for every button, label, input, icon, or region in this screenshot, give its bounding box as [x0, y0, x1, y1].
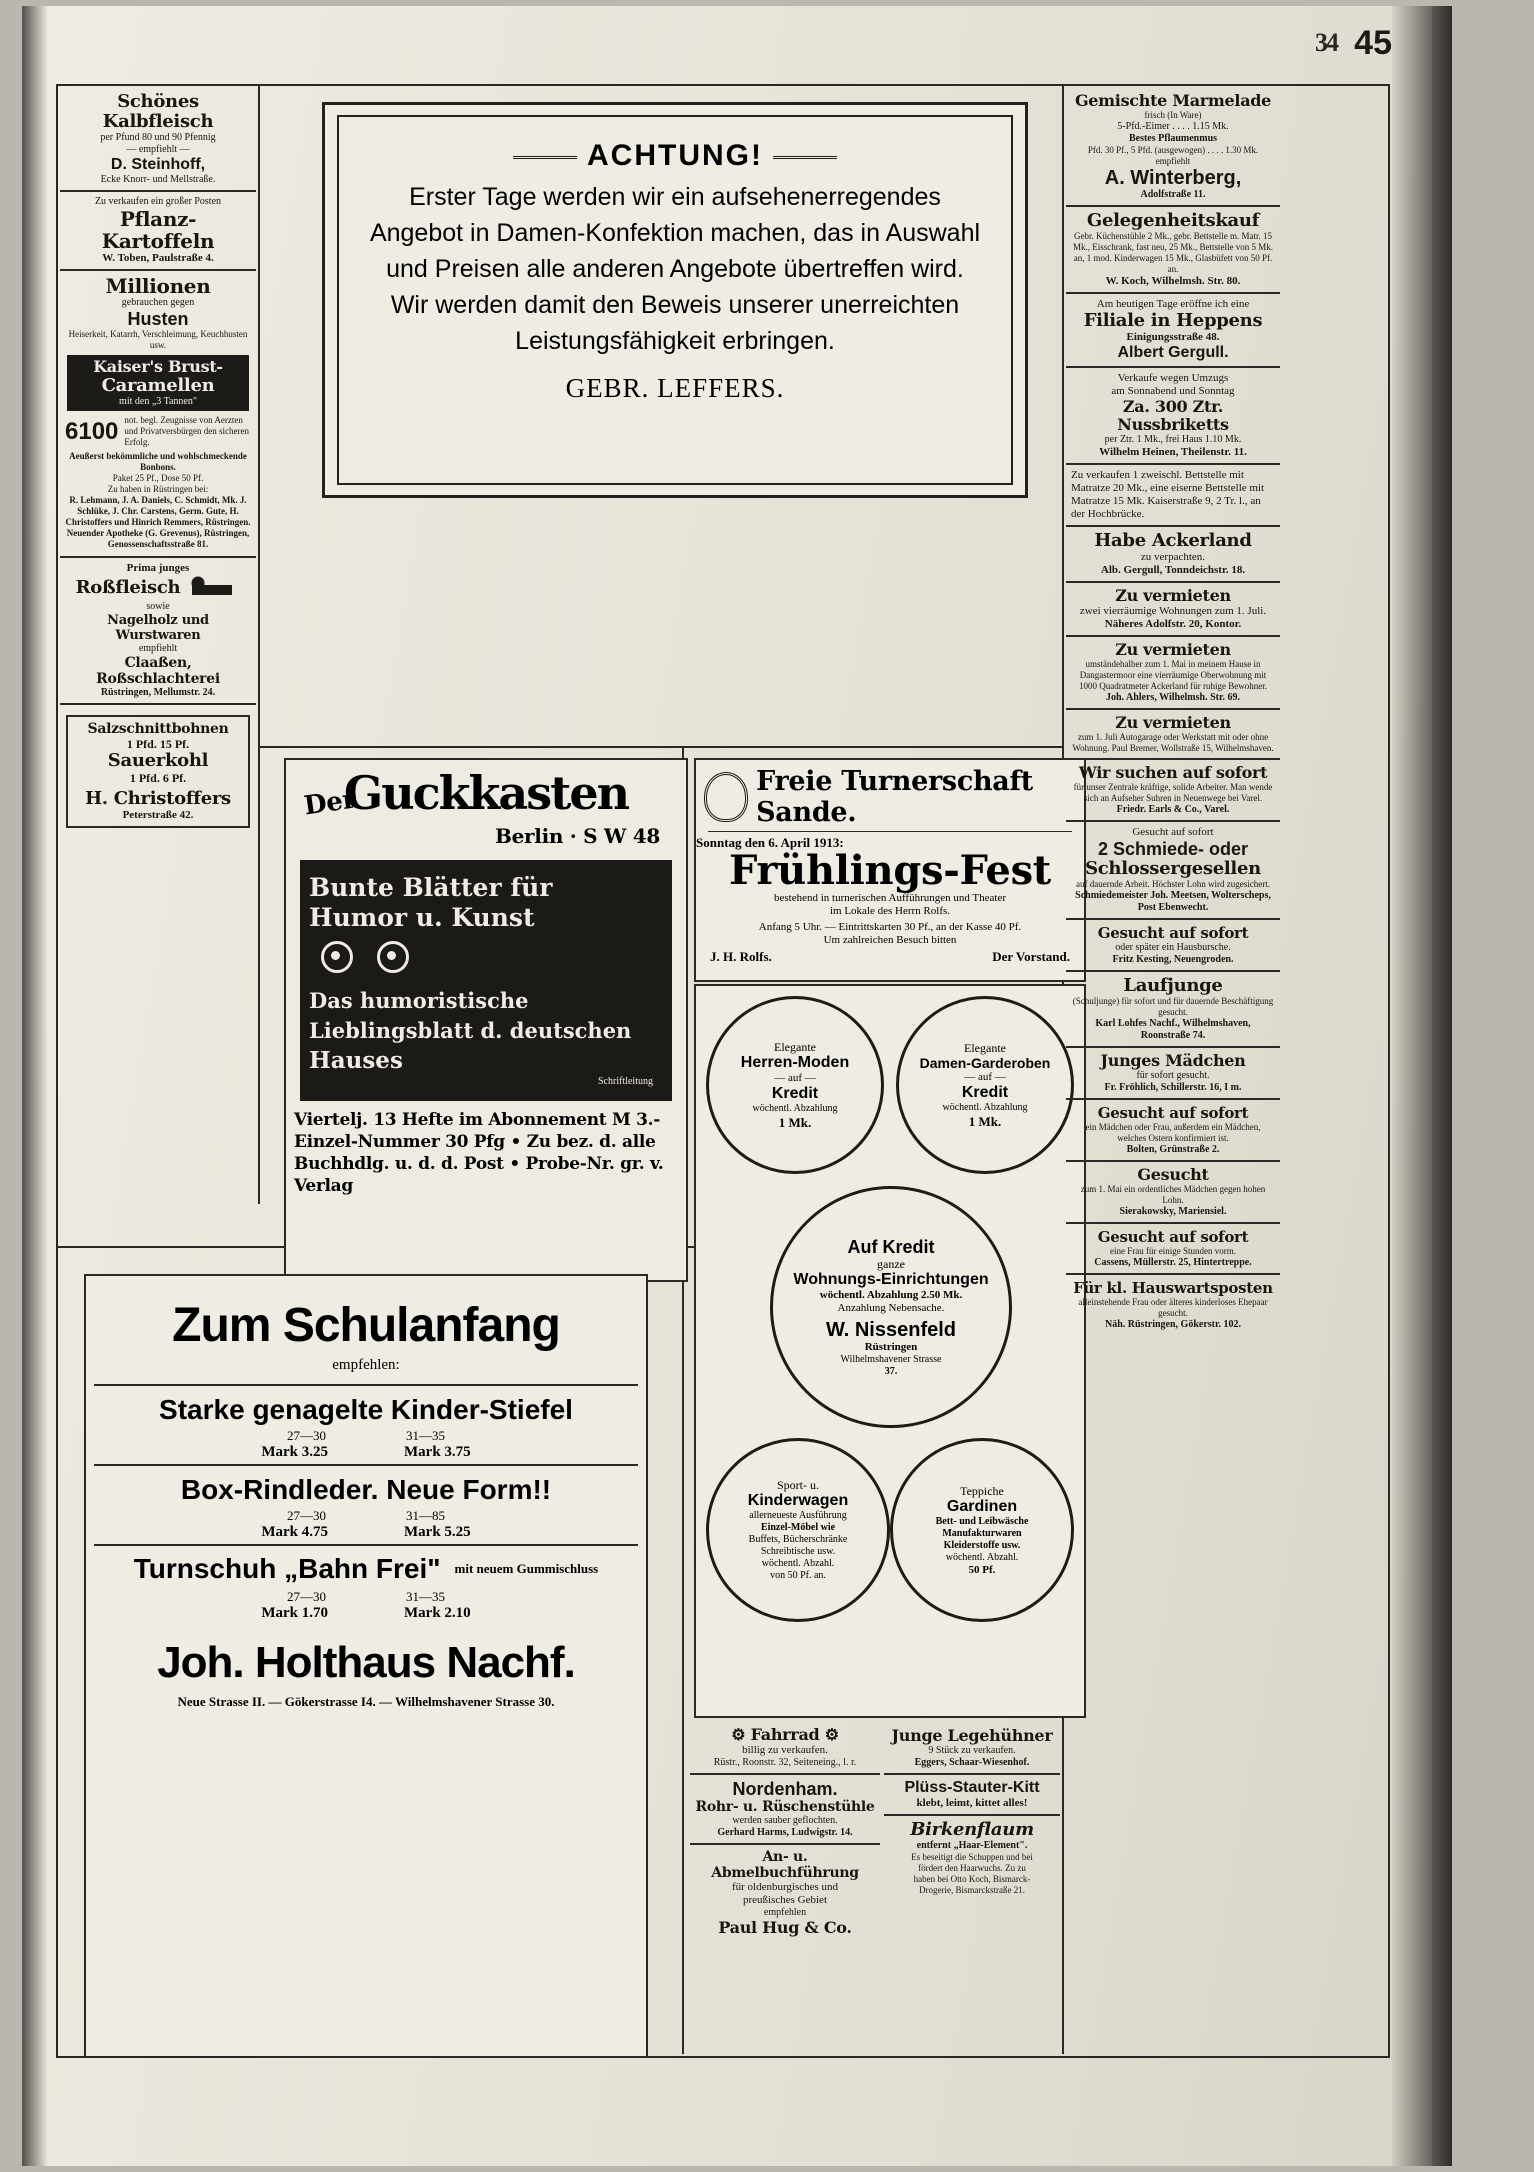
herren-l6: 1 Mk.	[778, 1115, 812, 1130]
teppiche-l5: Kleiderstoffe usw.	[943, 1539, 1021, 1551]
guckkasten-foot-1: Viertelj. 13 Hefte im Abonnement M 3.-	[294, 1110, 660, 1130]
hauswart-advertiser: Näh. Rüstringen, Gökerstr. 102.	[1104, 1319, 1242, 1330]
kinderwagen-l6: Schreibtische usw.	[760, 1546, 836, 1557]
betten-l1: Zu verkaufen 1 zweischl. Bettstelle mit Matratze 20 Mk., eine eiserne Bettstelle mit Matratze 15 Mk. Kaiserstraße 9, 2 Tr. l., an der Hochbrücke.	[1071, 469, 1265, 520]
ad-laufjunge	[1066, 972, 1280, 1048]
item-2-size-1: 27—30	[287, 1508, 326, 1523]
ad-suchen-sofort	[1066, 760, 1280, 822]
schulanfang-item-3	[86, 1549, 646, 1622]
ad-hausbursche	[1066, 920, 1280, 972]
filiale-l2: Einigungsstraße 48.	[1126, 331, 1220, 343]
wohnung-l3: Wohnungs-Einrichtungen	[793, 1270, 989, 1288]
wohnung-l1: Auf Kredit	[847, 1236, 935, 1257]
scan-area	[22, 6, 1432, 2166]
haar-l1: entfernt „Haar-Element".	[916, 1840, 1028, 1851]
hauswart-title: Für kl. Hauswartsposten	[1073, 1279, 1273, 1297]
guckkasten-footer	[286, 1109, 686, 1197]
ad-gebr-leffers	[322, 102, 1028, 498]
mid-rule	[258, 746, 1064, 748]
schmiede-advertiser: Schmiedemeister Joh. Meetsen, Wolterscheps, Post Ebenwecht.	[1075, 890, 1271, 913]
teppiche-l6: wöchentl. Abzahl.	[945, 1551, 1019, 1563]
ad-christoffers	[66, 715, 250, 828]
guckkasten-l3: Das humoristische	[309, 988, 529, 1013]
item-1-size-1: 27—30	[287, 1428, 326, 1443]
item-1-price-1: Mark 3.25	[261, 1444, 328, 1460]
guckkasten-foot-3: Buchhdlg. u. d. d. Post • Probe-Nr. gr. v. Verlag	[294, 1154, 664, 1196]
laufjunge-l1: (Schuljunge) für sofort und für dauernde Beschäftigung gesucht.	[1072, 996, 1274, 1017]
ad-buchfuehrung	[690, 1845, 880, 1941]
ad-moorland	[1066, 637, 1280, 710]
item-2-price-1: Mark 4.75	[261, 1524, 328, 1540]
caramellen-big: Husten	[127, 309, 189, 329]
christoffers-l3: Sauerkohl	[107, 750, 209, 771]
bicycle-icon-2: ⚙	[824, 1725, 839, 1744]
ordentlich-advertiser: Sierakowsky, Mariensiel.	[1119, 1206, 1227, 1217]
kinderwagen-l4: Einzel-Möbel wie	[760, 1522, 836, 1533]
guckkasten-panel	[300, 860, 672, 1101]
ad-legehuehner	[884, 1722, 1060, 1775]
autogarage-l1: zum 1. Juli Autogarage oder Werkstatt mit oder ohne Wohnung. Paul Bremer, Wollstraße 15, Wilhelmshaven.	[1072, 732, 1274, 753]
nordenham-l2: werden sauber geflochten.	[732, 1815, 838, 1826]
right-page-shadow	[1392, 6, 1452, 2166]
damen-l4: Kredit	[961, 1084, 1009, 1101]
filiale-l1: Am heutigen Tage eröffne ich eine	[1096, 298, 1250, 310]
wohnung-l2: ganze	[877, 1256, 905, 1271]
item-2-size-2: 31—85	[406, 1508, 445, 1523]
kinderwagen-l8: von 50 Pf. an.	[770, 1570, 826, 1581]
caramellen-brand-2: Caramellen	[101, 375, 215, 396]
kinderwagen-l3: allerneueste Ausführung	[749, 1510, 847, 1521]
wohnung-l5: Anzahlung Nebensache.	[837, 1301, 945, 1314]
schmiede-title-1: 2 Schmiede- oder	[1097, 839, 1249, 859]
haar-l2: Es beseitigt die Schuppen und bei	[911, 1852, 1033, 1862]
ad-kartoffeln	[60, 192, 256, 271]
item-3-size-1: 27—30	[287, 1589, 326, 1604]
column-rule-1	[258, 84, 260, 1204]
stundenfrau-title: Gesucht auf sofort	[1097, 1228, 1249, 1246]
caramellen-brand-1: Kaiser's Brust-	[93, 357, 223, 376]
legehuehner-title: Junge Legehühner	[891, 1726, 1053, 1745]
rossfleisch-emp: empfiehlt	[138, 643, 178, 654]
marmelade-l2: 5-Pfd.-Eimer . . . . 1.15 Mk.	[1117, 121, 1229, 132]
nordenham-title: Nordenham.	[732, 1779, 838, 1799]
christoffers-l4: 1 Pfd. 6 Pf.	[129, 771, 187, 785]
achtung-body: Erster Tage werden wir ein aufsehenerregendes Angebot in Damen-Konfektion machen, das in Auswahl und Preisen alle anderen Angebote übertreffen wird. Wir werden damit den Beweis unserer unerreichten Leistungsfähigkeit erbringen.	[369, 183, 981, 355]
guckkasten-place: Berlin · S W 48	[495, 824, 660, 848]
maedchenfrau-title: Gesucht auf sofort	[1097, 1104, 1249, 1122]
turnerschaft-time: Anfang 5 Uhr. — Eintrittskarten 30 Pf., an der Kasse 40 Pf.	[758, 921, 1022, 933]
herren-l4: Kredit	[771, 1085, 819, 1102]
ad-guckkasten	[284, 758, 688, 1282]
ad-marmelade	[1066, 88, 1280, 207]
ad-pluess-stauter-kitt	[884, 1775, 1060, 1816]
caramellen-number: 6100	[65, 417, 119, 445]
kitt-title: Plüss-Stauter-Kitt	[904, 1779, 1040, 1796]
guckkasten-foot-2: Einzel-Nummer 30 Pfg • Zu bez. d. alle	[294, 1132, 656, 1152]
moorland-advertiser: Joh. Ahlers, Wilhelmsh. Str. 69.	[1105, 692, 1240, 703]
ad-kalbfleisch	[60, 88, 256, 192]
christoffers-advertiser: H. Christoffers	[85, 788, 231, 809]
caramellen-motto: mit den „3 Tannen"	[119, 396, 197, 407]
ad-rossfleisch	[60, 558, 256, 705]
turnerschaft-left-sign: J. H. Rolfs.	[710, 949, 772, 964]
ackerland-title: Habe Ackerland	[1094, 530, 1252, 551]
legehuehner-l1: 9 Stück zu verkaufen.	[928, 1745, 1016, 1756]
suchen-l1: für unser Zentrale kräftige, solide Arbeiter. Man wende sich an Aufseher Suhren in Neuenwege bei Varel.	[1073, 782, 1273, 803]
rossfleisch-title: Roßfleisch	[75, 577, 181, 598]
item-3-size-2: 31—35	[406, 1589, 445, 1604]
rossfleisch-advertiser: Claaßen, Roßschlachterei	[96, 655, 220, 687]
teppiche-l7: 50 Pf.	[968, 1563, 996, 1576]
nordenham-l1: Rohr- u. Rüschenstühle	[695, 1799, 875, 1815]
guckkasten-title: Guckkasten	[343, 766, 629, 820]
kartoffeln-title: Pflanz-Kartoffeln	[101, 207, 215, 253]
caramellen-title: Millionen	[105, 274, 211, 298]
ad-nordenham	[690, 1775, 880, 1845]
moorland-title: Zu vermieten	[1115, 640, 1231, 659]
rossfleisch-address: Rüstringen, Mellumstr. 24.	[100, 687, 216, 698]
wohnung-l7: Rüstringen	[864, 1340, 918, 1353]
turnerschaft-date: Sonntag den 6. April 1913:	[696, 835, 844, 850]
left-page-shadow	[22, 6, 48, 2166]
christoffers-l1: Salzschnittbohnen	[87, 721, 229, 737]
stundenfrau-l1: eine Frau für einige Stunden vorm.	[1110, 1246, 1236, 1256]
turnerschaft-desc-2: im Lokale des Herrn Rolfs.	[829, 905, 951, 917]
rossfleisch-sowie: sowie	[146, 601, 170, 612]
ad-gelegenheitskauf	[1066, 207, 1280, 294]
ad-ackerland	[1066, 527, 1280, 583]
briketts-advertiser: Wilhelm Heinen, Theilenstr. 11.	[1099, 446, 1247, 458]
schulanfang-address: Neue Strasse II. — Gökerstrasse I4. — Wilhelmshavener Strasse 30.	[177, 1694, 555, 1709]
circle-teppiche-gardinen	[890, 1438, 1074, 1622]
wreath-icon	[704, 772, 748, 822]
marmelade-advertiser: A. Winterberg,	[1104, 167, 1242, 189]
caramellen-price: Paket 25 Pf., Dose 50 Pf.	[112, 473, 204, 483]
achtung-headline: ACHTUNG!	[365, 139, 985, 173]
ad-wohnungen	[1066, 583, 1280, 637]
item-2-label: Box-Rindleder. Neue Form!!	[180, 1474, 552, 1505]
caramellen-dealers: R. Lehmann, J. A. Daniels, C. Schmidt, Mk. J. Schlüke, J. Chr. Carstens, Germ. Gute, H. Christoffers und Hinrich Remmers, Rüstringen. Neuender Apotheke (G. Grevenus), Rüstringen, Genossenschaftsstraße 81.	[65, 495, 251, 549]
damen-l5: wöchentl. Abzahlung	[942, 1102, 1028, 1113]
ad-haar-element	[884, 1816, 1060, 1900]
teppiche-l2: Gardinen	[946, 1497, 1018, 1515]
wohnung-l8: Wilhelmshavener Strasse	[840, 1353, 942, 1365]
kalbfleisch-line-1: per Pfund 80 und 90 Pfennig	[100, 132, 216, 143]
buchfuehrung-l4: empfehlen	[763, 1907, 807, 1918]
circle-wohnungs-einrichtungen	[770, 1186, 1012, 1428]
wohnungen-l1: zwei vierräumige Wohnungen zum 1. Juli.	[1079, 605, 1267, 617]
kartoffeln-kicker: Zu verkaufen ein großer Posten	[94, 196, 222, 207]
gelegenheit-advertiser: W. Koch, Wilhelmsh. Str. 80.	[1105, 275, 1241, 287]
page-number: 45	[1354, 24, 1392, 62]
moorland-l1: umständehalber zum 1. Mai in meinem Hause in Dangastermoor eine vierräumige Oberwohnung mit 1000 Quadratmeter Ackerland für ruhige Bewohner.	[1079, 659, 1267, 691]
schulanfang-title: Zum Schulanfang	[172, 1299, 560, 1352]
fahrrad-l2: Rüstr., Roonstr. 32, Seiteneing., l. r.	[713, 1757, 857, 1768]
kitt-l1: klebt, leimt, kittet alles!	[916, 1797, 1028, 1809]
kalbfleisch-advertiser: D. Steinhoff,	[110, 156, 206, 173]
rule-left	[513, 156, 577, 159]
schmiede-pre: Gesucht auf sofort	[1132, 826, 1214, 838]
item-1-size-2: 31—35	[406, 1428, 445, 1443]
ad-ordentliches-maedchen	[1066, 1162, 1280, 1224]
kalbfleisch-line-2: — empfiehlt —	[126, 144, 190, 155]
maedchen-advertiser: Fr. Fröhlich, Schillerstr. 16, I m.	[1104, 1082, 1242, 1093]
herren-l2: Herren-Moden	[740, 1054, 850, 1071]
legehuehner-l2: Eggers, Schaar-Wiesenhof.	[914, 1757, 1030, 1768]
damen-l6: 1 Mk.	[968, 1114, 1002, 1129]
ackerland-advertiser: Alb. Gergull, Tonndeichstr. 18.	[1100, 564, 1246, 576]
caramellen-number-text: not. begl. Zeugnisse von Aerzten und Privatversbürgen den sicheren Erfolg.	[124, 415, 249, 447]
maedchen-title: Junges Mädchen	[1100, 1051, 1246, 1070]
ordentlich-title: Gesucht	[1137, 1165, 1209, 1184]
schulanfang-item-1	[86, 1394, 646, 1461]
hausbursche-l1: oder später ein Hausbursche.	[1115, 942, 1231, 953]
hausbursche-advertiser: Fritz Kesting, Neuengroden.	[1112, 954, 1234, 965]
filiale-title: Filiale in Heppens	[1083, 310, 1263, 331]
guckkasten-der: Der	[302, 784, 358, 822]
kinderwagen-l7: wöchentl. Abzahl.	[761, 1558, 835, 1569]
suchen-title: Wir suchen auf sofort	[1078, 763, 1268, 782]
stundenfrau-advertiser: Cassens, Müllerstr. 25, Hintertreppe.	[1094, 1257, 1252, 1268]
suchen-advertiser: Friedr. Earls & Co., Varel.	[1116, 804, 1230, 815]
damen-l2: Damen-Garderoben	[919, 1055, 1051, 1071]
marmelade-address: Adolfstraße 11.	[1140, 189, 1206, 200]
maedchenfrau-advertiser: Bolten, Grünstraße 2.	[1126, 1144, 1220, 1155]
caramellen-taste: Aeußerst bekömmliche und wohlschmeckende Bonbons.	[69, 451, 247, 472]
teppiche-l1: Teppiche	[960, 1483, 1004, 1498]
eyes-icon	[309, 941, 663, 978]
briketts-l1: Verkaufe wegen Umzugs	[1117, 372, 1229, 384]
item-3-note: mit neuem Gummischluss	[454, 1561, 599, 1576]
briketts-l3: per Ztr. 1 Mk., frei Haus 1.10 Mk.	[1104, 434, 1242, 445]
wohnung-l4: wöchentl. Abzahlung 2.50 Mk.	[819, 1288, 963, 1301]
gelegenheit-title: Gelegenheitskauf	[1086, 210, 1260, 231]
schulanfang-brand: Joh. Holthaus Nachf.	[157, 1638, 575, 1687]
kartoffeln-advertiser: W. Toben, Paulstraße 4.	[102, 252, 214, 264]
turnerschaft-title: Freie Turnerschaft Sande.	[756, 766, 1033, 828]
haar-l5: Drogerie, Bismarckstraße 21.	[919, 1885, 1025, 1895]
turnerschaft-invite: Um zahlreichen Besuch bitten	[823, 934, 957, 946]
ordentlich-l1: zum 1. Mai ein ordentliches Mädchen gegen hohen Lohn.	[1080, 1184, 1266, 1205]
herren-l3: — auf —	[774, 1072, 816, 1084]
wohnung-l9: 37.	[884, 1365, 898, 1377]
wohnung-advertiser: W. Nissenfeld	[825, 1318, 956, 1341]
maedchen-l1: für sofort gesucht.	[1136, 1070, 1210, 1081]
ad-fahrrad	[690, 1722, 880, 1775]
rule-right	[773, 156, 837, 159]
rossfleisch-l2: Nagelholz und Wurstwaren	[107, 613, 209, 643]
bicycle-icon: ⚙	[731, 1725, 746, 1744]
herren-l5: wöchentl. Abzahlung	[752, 1103, 838, 1114]
item-1-price-2: Mark 3.75	[404, 1444, 471, 1460]
page-stamp: 34	[1315, 28, 1337, 57]
kinderwagen-l5: Buffets, Bücherschränke	[748, 1534, 848, 1545]
marmelade-l3: Bestes Pflaumenmus	[1128, 133, 1218, 144]
achtung-signature: GEBR. LEFFERS.	[565, 373, 785, 403]
turnerschaft-right-sign: Der Vorstand.	[992, 949, 1070, 964]
kinderwagen-l2: Kinderwagen	[747, 1492, 849, 1509]
item-1-label: Starke genagelte Kinder-Stiefel	[159, 1394, 573, 1425]
circle-damen-garderoben	[896, 996, 1074, 1174]
schulanfang-emp: empfehlen:	[332, 1357, 400, 1373]
kalbfleisch-title: Schönes Kalbfleisch	[102, 91, 214, 132]
ad-filiale-heppens	[1066, 294, 1280, 368]
ackerland-l1: zu verpachten.	[1140, 551, 1206, 563]
ad-junges-maedchen	[1066, 1048, 1280, 1100]
buchfuehrung-l1: An- u. Abmelbuchführung	[711, 1849, 859, 1881]
herren-l1: Elegante	[774, 1040, 816, 1054]
ad-kaiser-caramellen	[60, 271, 256, 558]
ad-nissenfeld-kredit	[694, 984, 1086, 1718]
guckkasten-l4: Lieblingsblatt d. deutschen	[309, 1018, 632, 1043]
ad-schmiede	[1066, 822, 1280, 920]
ad-hauswartsposten	[1066, 1275, 1280, 1335]
filiale-advertiser: Albert Gergull.	[1117, 344, 1229, 361]
haar-l4: haben bei Otto Koch, Bismarck-	[913, 1874, 1031, 1884]
schulanfang-item-2	[86, 1474, 646, 1541]
caramellen-sub: gebrauchen gegen	[121, 297, 195, 308]
marmelade-l4: Pfd. 30 Pf., 5 Pfd. (ausgewogen) . . . . 1.30 Mk.	[1087, 145, 1259, 155]
item-3-price-1: Mark 1.70	[261, 1605, 328, 1621]
item-2-price-2: Mark 5.25	[404, 1524, 471, 1540]
marmelade-l5: empfiehlt	[1155, 156, 1191, 166]
guckkasten-l6: Schriftleitung	[598, 1076, 653, 1087]
wohnungen-title: Zu vermieten	[1115, 586, 1231, 605]
maedchenfrau-l1: ein Mädchen oder Frau, außerdem ein Mädchen, welches Ostern konfirmiert ist.	[1085, 1122, 1261, 1143]
ad-turnerschaft	[694, 758, 1086, 982]
marmelade-l1: frisch (In Ware)	[1144, 110, 1202, 120]
laufjunge-advertiser: Karl Lohfes Nachf., Wilhelmshaven, Roonstraße 74.	[1095, 1018, 1251, 1041]
circle-kinderwagen	[706, 1438, 890, 1622]
wohnungen-l2: Näheres Adolfstr. 20, Kontor.	[1104, 618, 1242, 630]
kinderwagen-l1: Sport- u.	[777, 1478, 819, 1492]
gelegenheit-l1: Gebr. Küchenstühle 2 Mk., gebr. Bettstelle m. Matr. 15 Mk., Eisschrank, fast neu, 25 Mk., Bettstelle von 5 Mk. an, 1 mod. Kinderwagen 15 Mk., Glasbüfett von 50 Pf. an.	[1073, 231, 1273, 274]
christoffers-address: Peterstraße 42.	[122, 809, 194, 821]
turnerschaft-desc-1: bestehend in turnerischen Aufführungen und Theater	[773, 892, 1007, 904]
guckkasten-l5: Hauses	[309, 1047, 403, 1074]
guckkasten-l1: Bunte Blätter für	[309, 873, 553, 902]
hausbursche-title: Gesucht auf sofort	[1097, 924, 1249, 942]
caramellen-where: Zu haben in Rüstringen bei:	[107, 484, 209, 494]
haar-title: Birkenflaum	[910, 1819, 1034, 1840]
marmelade-title: Gemischte Marmelade	[1074, 91, 1272, 110]
buchfuehrung-advertiser: Paul Hug & Co.	[718, 1918, 852, 1937]
ad-betten	[1066, 465, 1280, 527]
circle-herren-moden	[706, 996, 884, 1174]
schmiede-title-2: Schlossergesellen	[1085, 858, 1261, 879]
christoffers-l2: 1 Pfd. 15 Pf.	[126, 737, 190, 751]
teppiche-l3: Bett- und Leibwäsche	[935, 1515, 1029, 1527]
buchfuehrung-l3: preußisches Gebiet	[743, 1894, 827, 1906]
fahrrad-l1: billig zu verkaufen.	[742, 1744, 828, 1756]
autogarage-title: Zu vermieten	[1115, 713, 1231, 732]
caramellen-sub2: Heiserkeit, Katarrh, Verschleimung, Keuchhusten usw.	[68, 329, 248, 350]
guckkasten-l2: Humor u. Kunst	[309, 903, 535, 932]
fahrrad-title: ⚙ Fahrrad ⚙	[731, 1725, 839, 1744]
kalbfleisch-address: Ecke Knorr- und Mellstraße.	[100, 174, 216, 185]
hauswart-l1: alleinstehende Frau oder älteres kinderloses Ehepaar gesucht.	[1078, 1297, 1268, 1318]
buchfuehrung-l2: für oldenburgisches und	[731, 1881, 839, 1893]
nordenham-l3: Gerhard Harms, Ludwigstr. 14.	[717, 1827, 853, 1838]
teppiche-l4: Manufakturwaren	[942, 1527, 1022, 1539]
briketts-l2: am Sonnabend und Sonntag	[1111, 385, 1235, 397]
ad-stunden-frau	[1066, 1224, 1280, 1275]
damen-l3: — auf —	[964, 1071, 1006, 1083]
laufjunge-title: Laufjunge	[1123, 975, 1223, 996]
item-3-price-2: Mark 2.10	[404, 1605, 471, 1621]
ad-autogarage	[1066, 710, 1280, 760]
haar-l3: fördert den Haarwuchs. Zu zu	[918, 1863, 1026, 1873]
ad-holthaus-schulanfang	[84, 1274, 648, 2058]
horse-icon	[186, 575, 240, 601]
briketts-title: Za. 300 Ztr. Nussbriketts	[1117, 397, 1229, 434]
ad-maedchen-frau	[1066, 1100, 1280, 1162]
item-3-label: Turnschuh „Bahn Frei"	[133, 1553, 441, 1584]
turnerschaft-event: Frühlings-Fest	[729, 847, 1051, 894]
ad-nussbriketts	[1066, 368, 1280, 465]
damen-l1: Elegante	[964, 1041, 1006, 1055]
rossfleisch-pre: Prima junges	[126, 562, 190, 574]
schmiede-l1: auf dauernde Arbeit. Höchster Lohn wird zugesichert.	[1076, 879, 1270, 889]
